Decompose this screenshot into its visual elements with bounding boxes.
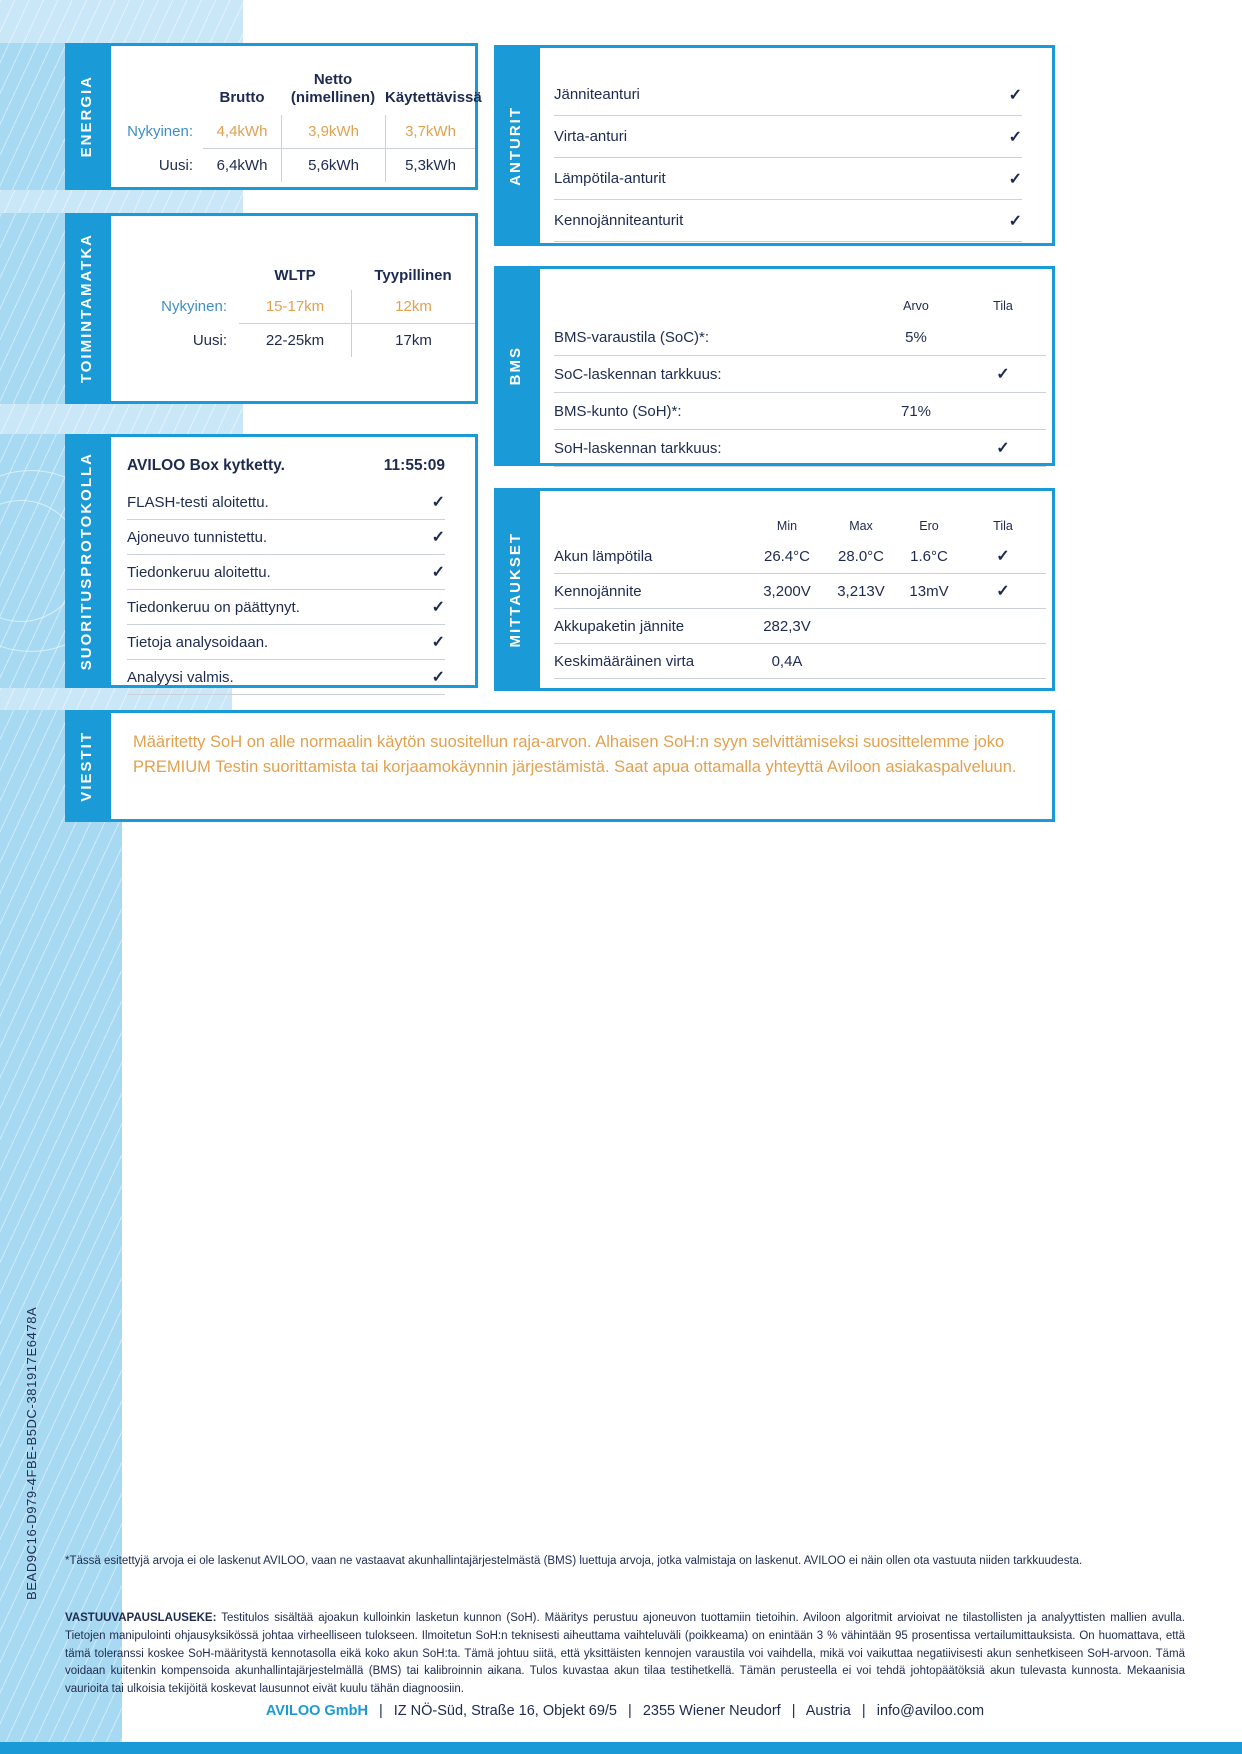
- message-text: Määritetty SoH on alle normaalin käytön suositellun raja-arvon. Alhaisen SoH:n syyn selvittämiseksi suosittelemme joko PREMIUM Testin suorittamista tai korjaamokäynnin järjestämistä. Saat apua ottamalla yhteyttä Aviloon asiakaspalveluun.: [133, 733, 1017, 776]
- row-label-new: Uusi:: [158, 157, 193, 174]
- row-label-current: Nykyinen:: [161, 298, 227, 315]
- protocol-step: [127, 660, 445, 695]
- protocol-step-label: Ajoneuvo tunnistettu.: [127, 528, 268, 546]
- footer-address: IZ NÖ-Süd, Straße 16, Objekt 69/5: [393, 1703, 618, 1719]
- check-icon: ✓: [431, 564, 445, 581]
- sensor-label: Kennojänniteanturit: [554, 212, 684, 229]
- protocol-step-label: Tiedonkeruu aloitettu.: [127, 563, 271, 581]
- value-cell: 12km: [351, 290, 475, 324]
- col-header-netto: Netto (nimellinen): [290, 70, 376, 107]
- measure-header-row: [554, 513, 1046, 539]
- bms-box: [537, 266, 1055, 466]
- bms-tab-label: BMS: [507, 346, 524, 386]
- asterisk-footnote: *Tässä esitettyjä arvoja ei ole laskenut AVILOO, vaan ne vastaavat akunhallintajärjestelmästä (BMS) luettuja arvoja, jotka valmistaja on laskenut. AVILOO ei näin ollen ota vastuuta niiden tarkkuudesta.: [65, 1555, 1083, 1567]
- sensor-row: [554, 74, 1022, 116]
- col-header-tyypillinen: Tyypillinen: [374, 267, 452, 284]
- toimintamatka-tab: [65, 213, 108, 404]
- footer-separator: |: [378, 1703, 383, 1719]
- footer-city: 2355 Wiener Neudorf: [642, 1703, 781, 1719]
- suoritusprotokolla-tab-label: SUORITUSPROTOKOLLA: [78, 451, 95, 671]
- check-icon: ✓: [996, 366, 1010, 383]
- col-header-max: Max: [849, 519, 873, 533]
- bms-label: SoH-laskennan tarkkuus:: [554, 439, 722, 457]
- section-mittaukset: [494, 488, 1055, 691]
- check-icon: ✓: [1008, 170, 1022, 188]
- mittaukset-tab-label: MITTAUKSET: [507, 531, 524, 648]
- protocol-time: 11:55:09: [383, 457, 445, 474]
- value-cell: 6,4kWh: [216, 157, 268, 174]
- measure-min: 0,4A: [771, 652, 803, 670]
- bms-label: BMS-varaustila (SoC)*:: [554, 328, 710, 346]
- measure-label: Akun lämpötila: [554, 547, 653, 565]
- energia-tab-label: ENERGIA: [78, 75, 95, 158]
- section-energia: [65, 43, 482, 190]
- spacer-cell: [111, 262, 239, 290]
- col-header-kaytettavissa: Käytettävissä: [385, 89, 482, 107]
- footer: [65, 1703, 1185, 1719]
- protocol-title: AVILOO Box kytketty.: [127, 457, 285, 474]
- footer-separator: |: [861, 1703, 866, 1719]
- value-cell: 15-17km: [239, 290, 351, 324]
- measure-ero: 13mV: [909, 582, 949, 600]
- check-icon: ✓: [431, 599, 445, 616]
- sensor-row: [554, 116, 1022, 158]
- footer-separator: |: [791, 1703, 796, 1719]
- bottom-accent-bar: [0, 1742, 1242, 1754]
- footer-email: info@aviloo.com: [876, 1703, 985, 1719]
- sensor-label: Virta-anturi: [554, 128, 628, 145]
- anturit-tab: [494, 45, 537, 246]
- bms-value: 5%: [905, 328, 927, 346]
- sensor-label: Lämpötila-anturit: [554, 170, 666, 187]
- bms-row: [554, 430, 1046, 467]
- col-header-tila: Tila: [993, 519, 1013, 533]
- check-icon: ✓: [431, 494, 445, 511]
- value-cell: 3,7kWh: [385, 115, 475, 149]
- spacer-cell: [111, 58, 203, 115]
- band-step: [0, 190, 243, 213]
- suoritusprotokolla-tab: [65, 434, 108, 688]
- band-step: [0, 404, 243, 434]
- value-cell: 4,4kWh: [203, 115, 281, 149]
- measure-row: [554, 574, 1046, 609]
- company-name: AVILOO GmbH: [265, 1703, 368, 1719]
- measure-max: 28.0°C: [837, 547, 885, 565]
- measure-ero: 1.6°C: [910, 547, 948, 565]
- bms-header-row: [554, 293, 1046, 319]
- measure-label: Akkupaketin jännite: [554, 617, 685, 635]
- measure-row: [554, 609, 1046, 644]
- check-icon: ✓: [431, 669, 445, 686]
- footer-separator: |: [628, 1703, 632, 1719]
- disclaimer-title: VASTUUVAPAUSLAUSEKE:: [65, 1612, 217, 1624]
- bms-row: [554, 393, 1046, 430]
- measure-min: 3,200V: [763, 582, 811, 600]
- anturit-tab-label: ANTURIT: [507, 105, 524, 186]
- toimintamatka-box: [108, 213, 478, 404]
- check-icon: ✓: [1008, 212, 1022, 230]
- measure-label: Keskimääräinen virta: [554, 652, 695, 670]
- check-icon: ✓: [996, 440, 1010, 457]
- value-cell: 5,3kWh: [385, 149, 475, 182]
- measure-label: Kennojännite: [554, 582, 642, 600]
- check-icon: ✓: [431, 634, 445, 651]
- col-header-ero: Ero: [919, 519, 939, 533]
- protocol-step: [127, 555, 445, 590]
- anturit-box: [537, 45, 1055, 246]
- section-toimintamatka: [65, 213, 478, 404]
- footer-country: Austria: [805, 1703, 851, 1719]
- section-suoritusprotokolla: [65, 434, 478, 688]
- suoritusprotokolla-box: [108, 434, 478, 688]
- mittaukset-tab: [494, 488, 537, 691]
- toimintamatka-tab-label: TOIMINTAMATKA: [78, 233, 95, 384]
- measure-row: [554, 644, 1046, 679]
- protocol-step: [127, 485, 445, 520]
- measure-row: [554, 539, 1046, 574]
- bms-row: [554, 319, 1046, 356]
- section-viestit: [65, 710, 1055, 822]
- sensor-row: [554, 200, 1022, 242]
- check-icon: ✓: [1008, 128, 1022, 146]
- bms-tab: [494, 266, 537, 466]
- check-icon: ✓: [996, 583, 1010, 600]
- protocol-step: [127, 590, 445, 625]
- mittaukset-box: [537, 488, 1055, 691]
- section-anturit: [494, 45, 1055, 246]
- protocol-step-label: Analyysi valmis.: [127, 668, 234, 686]
- viestit-tab: [65, 710, 108, 822]
- measure-max: 3,213V: [837, 582, 885, 600]
- value-cell: 5,6kWh: [281, 149, 385, 182]
- row-label-current: Nykyinen:: [127, 123, 193, 140]
- bms-label: BMS-kunto (SoH)*:: [554, 402, 682, 420]
- col-header-arvo: Arvo: [903, 299, 929, 313]
- check-icon: ✓: [1008, 86, 1022, 104]
- bms-label: SoC-laskennan tarkkuus:: [554, 365, 722, 383]
- disclaimer: [65, 1610, 1185, 1699]
- energia-box: [108, 43, 482, 190]
- bms-value: 71%: [900, 402, 932, 420]
- protocol-title-row: [127, 447, 445, 485]
- protocol-step: [127, 625, 445, 660]
- col-header-tila: Tila: [993, 299, 1013, 313]
- sensor-label: Jänniteanturi: [554, 86, 640, 103]
- check-icon: ✓: [996, 548, 1010, 565]
- col-header-min: Min: [776, 519, 798, 533]
- value-cell: 17km: [351, 324, 475, 357]
- disclaimer-body: Testitulos sisältää ajoakun kulloinkin lasketun kunnon (SoH). Määritys perustuu ajoneuvon tuottamiin tietoihin. Aviloon algoritmit arvioivat ne tilastollisten ja analyyttisten mallien avulla. Tietojen manipulointi ohjausyksikössä johtaa virheelliseen tulokseen. Ilmoitetun SoH:n teknisesti aiheuttama vaihteluväli (poikkeama) on enintään 3 % vähintään 95 prosentissa vertailumittauksista. On huomattava, että tämä toleranssi koskee SoH-määritystä kennotasolla eikä koko akun SoH:ta. Tämä johtuu siitä, että yksittäisten kennojen varaustila voi vaihdella, mikä voi vaikuttaa negatiivisesti akun senhetkiseen SoH-arvoon. Tämä voidaan kuitenkin kompensoida akunhallintajärjestelmällä (BMS) tai kalibroinnin aikana. Tulos kuvastaa akun tilaa testihetkellä. Tämän perusteella ei voi tehdä johtopäätöksiä akun tulevasta kunnosta. Mekaanisia vaurioita tai ulkoisia tekijöitä koskevat lausunnot eivät kuulu tähän diagnoosiin.: [65, 1612, 1185, 1696]
- band-step: [0, 0, 243, 43]
- col-header-wltp: WLTP: [274, 267, 316, 284]
- document-id: BEAD9C16-D979-4FBE-B5DC-381917E6478A: [24, 1306, 39, 1600]
- energia-tab: [65, 43, 108, 190]
- bms-row: [554, 356, 1046, 393]
- value-cell: 3,9kWh: [281, 115, 385, 149]
- section-bms: [494, 266, 1055, 466]
- measure-min: 282,3V: [763, 617, 811, 635]
- col-header-brutto: Brutto: [219, 89, 265, 107]
- check-icon: ✓: [431, 529, 445, 546]
- protocol-step-label: Tietoja analysoidaan.: [127, 633, 269, 651]
- protocol-step-label: FLASH-testi aloitettu.: [127, 493, 269, 511]
- protocol-step: [127, 520, 445, 555]
- value-cell: 22-25km: [265, 332, 325, 349]
- viestit-tab-label: VIESTIT: [78, 730, 95, 802]
- row-label-new: Uusi:: [192, 332, 227, 349]
- protocol-step-label: Tiedonkeruu on päättynyt.: [127, 598, 300, 616]
- sensor-row: [554, 158, 1022, 200]
- viestit-box: [108, 710, 1055, 822]
- measure-min: 26.4°C: [763, 547, 811, 565]
